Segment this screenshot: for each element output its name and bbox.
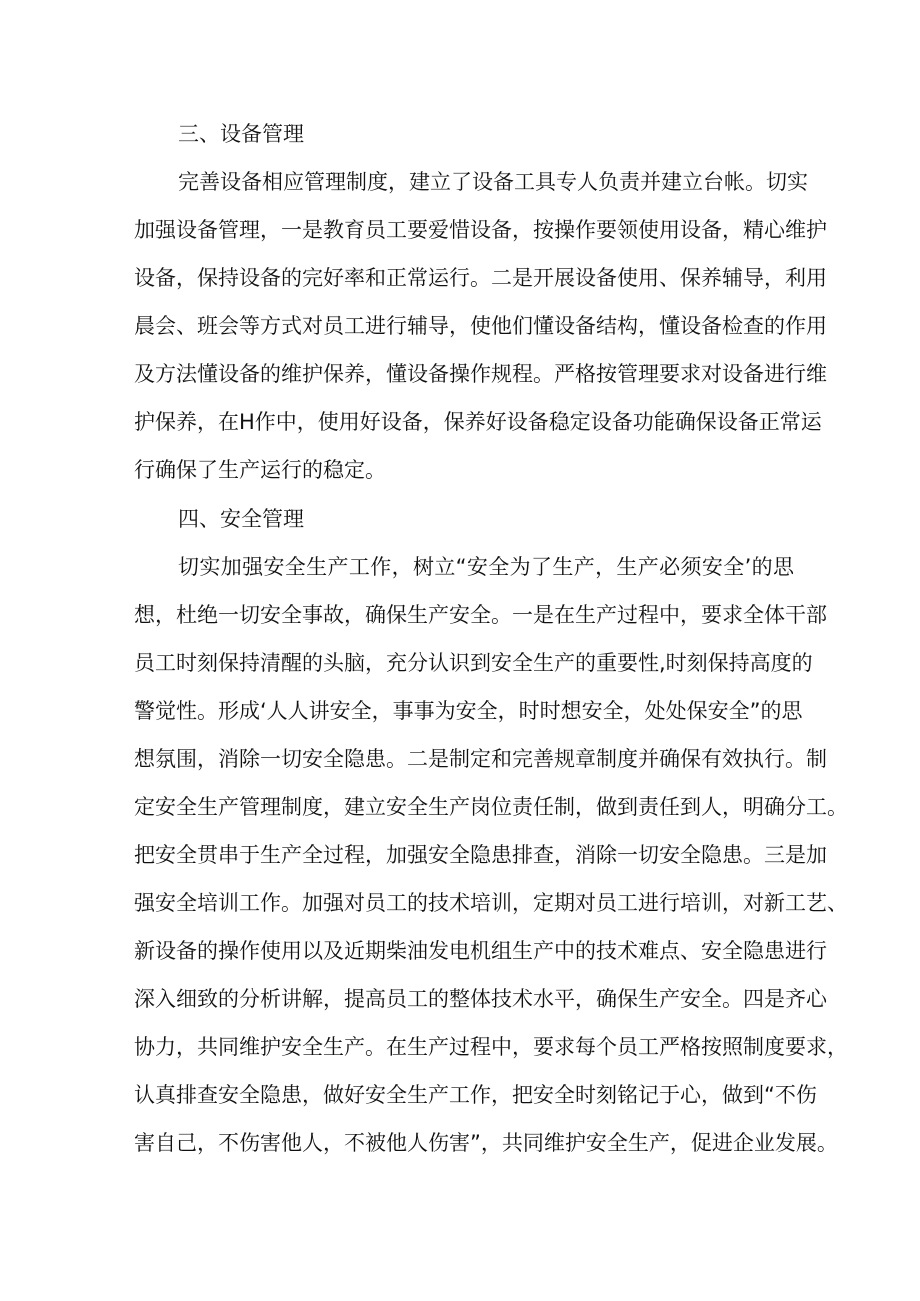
paragraph-line: 想氛围，消除一切安全隐患。二是制定和完善规章制度并确保有效执行。制 <box>134 747 827 771</box>
paragraph-line: 把安全贯串于生产全过程，加强安全隐患排查，消除一切安全隐患。三是加 <box>134 843 827 867</box>
paragraph-line: 新设备的操作使用以及近期柴油发电机组生产中的技术难点、安全隐患进行 <box>134 939 827 963</box>
paragraph-line: 认真排查安全隐患，做好安全生产工作，把安全时刻铭记于心，做到“不伤 <box>134 1083 817 1107</box>
section-heading-safety: 四、安全管理 <box>178 507 304 531</box>
paragraph-line: 员工时刻保持清醒的头脑，充分认识到安全生产的重要性,时刻保持高度的 <box>134 651 813 675</box>
paragraph-line: 设备，保持设备的完好率和正常运行。二是开展设备使用、保养辅导，利用 <box>134 266 827 290</box>
paragraph-line: 护保养，在H作中，使用好设备，保养好设备稳定设备功能确保设备正常运 <box>134 410 822 434</box>
paragraph-line: 完善设备相应管理制度，建立了设备工具专人负责并建立台帐。切实 <box>178 170 808 194</box>
paragraph-line: 协力，共同维护安全生产。在生产过程中，要求每个员工严格按照制度要求， <box>134 1035 848 1059</box>
paragraph-line: 想，杜绝一切安全事故，确保生产安全。一是在生产过程中，要求全体干部 <box>134 603 827 627</box>
paragraph-line: 定安全生产管理制度，建立安全生产岗位责任制，做到责任到人，明确分工。 <box>134 795 848 819</box>
paragraph-line: 切实加强安全生产工作，树立“安全为了生产，生产必须安全’的思 <box>178 555 794 579</box>
paragraph-line: 行确保了生产运行的稳定。 <box>134 458 386 482</box>
paragraph-line: 强安全培训工作。加强对员工的技术培训，定期对员工进行培训，对新工艺、 <box>134 891 848 915</box>
paragraph-line: 加强设备管理，一是教育员工要爱惜设备，按操作要领使用设备，精心维护 <box>134 218 827 242</box>
paragraph-line: 警觉性。形成‘人人讲安全，事事为安全，时时想安全，处处保安全”的思 <box>134 699 803 723</box>
paragraph-line: 及方法懂设备的维护保养，懂设备操作规程。严格按管理要求对设备进行维 <box>134 362 827 386</box>
paragraph-line: 深入细致的分析讲解，提高员工的整体技术水平，确保生产安全。四是齐心 <box>134 987 827 1011</box>
section-heading-equipment: 三、设备管理 <box>178 122 304 146</box>
paragraph-line: 晨会、班会等方式对员工进行辅导，使他们懂设备结构，懂设备检查的作用 <box>134 314 827 338</box>
paragraph-line: 害自己，不伤害他人，不被他人伤害”，共同维护安全生产，促进企业发展。 <box>134 1131 838 1155</box>
